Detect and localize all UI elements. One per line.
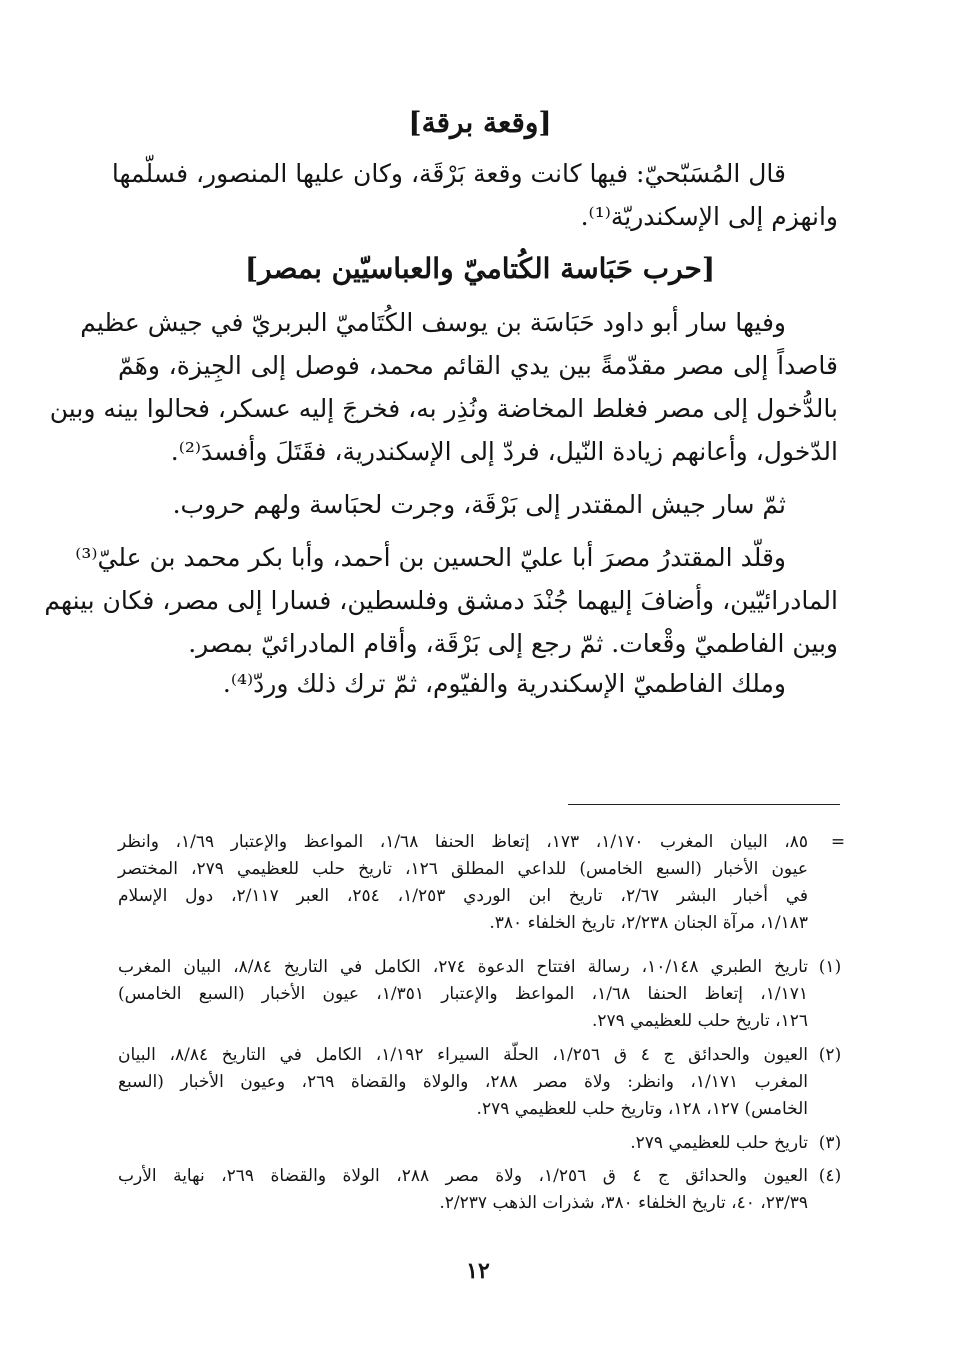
body-line: وفيها سار أبو داود حَبَاسَة بن يوسف الكُتَاميّ البربريّ في جيش عظيم — [80, 308, 786, 337]
footnote-line: العيون والحدائق ج ٤ ق ١/٢٥٦، ولاة مصر ٢٨٨، الولاة والقضاة ٢٦٩، نهاية الأرب — [118, 1166, 809, 1186]
footnote-line: ١٢٦، تاريخ حلب للعظيمي ٢٧٩. — [591, 1011, 808, 1031]
footnote-separator — [568, 804, 840, 805]
footnote-line: عيون الأخبار (السبع الخامس) للداعي المطلق ١٢٦، تاريخ حلب للعظيمي ٢٧٩، المختصر — [118, 859, 808, 879]
footnote-line: تاريخ حلب للعظيمي ٢٧٩. — [630, 1133, 808, 1153]
footnote-number: (١) — [818, 957, 842, 977]
body-line: وبين الفاطميّ وقْعات. ثمّ رجع إلى بَرْقَة، وأقام المادرائيّ بمصر. — [188, 629, 838, 658]
footnote-line: الخامس) ١٢٧، ١٢٨، وتاريخ حلب للعظيمي ٢٧٩. — [476, 1099, 808, 1119]
body-line: قال المُسَبّحيّ: فيها كانت وقعة بَرْقَة، وكان عليها المنصور، فسلّمها — [111, 159, 786, 188]
body-line: بالدُّخول إلى مصر فغلط المخاضة ونُذِر به، فخرجَ إليه عسكر، فحالوا بينه وبين — [49, 394, 838, 423]
footnote-number: (٤) — [818, 1166, 842, 1186]
footnote-line: ١/١٨٣، مرآة الجنان ٢/٢٣٨، تاريخ الخلفاء ٣٨٠. — [489, 913, 808, 933]
body-line: الدّخول، وأعانهم زيادة النّيل، فردّ إلى الإسكندرية، فقَتَلَ وأفسدَ⁽²⁾. — [170, 437, 838, 466]
section-heading-hubasa: [حرب حَبَاسة الكُتاميّ والعباسيّين بمصر] — [244, 252, 716, 285]
body-line: قاصداً إلى مصر مقدّمةً بين يدي القائم محمد، فوصل إلى الجِيزة، وهَمّ — [118, 351, 838, 380]
footnote-line: العيون والحدائق ج ٤ ق ١/٢٥٦، الحلّة السيراء ١/١٩٢، الكامل في التاريخ ٨/٨٤، البيان — [118, 1045, 809, 1065]
body-line: المادرائيّين، وأضافَ إليهما جُنْدَ دمشق وفلسطين، فسارا إلى مصر، فكان بينهم — [44, 586, 838, 615]
footnote-number: (٢) — [818, 1045, 842, 1065]
body-line: ثمّ سار جيش المقتدر إلى بَرْقَة، وجرت لحبَاسة ولهم حروب. — [172, 490, 786, 519]
footnote-number: (٣) — [818, 1133, 842, 1153]
page-number: ١٢ — [466, 1258, 490, 1284]
section-heading-barqa: [وقعة برقة] — [408, 106, 552, 139]
body-line: وملك الفاطميّ الإسكندرية والفيّوم، ثمّ ترك ذلك وردّ⁽⁴⁾. — [222, 669, 786, 698]
footnote-line: ١/١٧١، إتعاظ الحنفا ١/٦٨، المواعظ والإعتبار ١/٣٥١، عيون الأخبار (السبع الخامس) — [118, 984, 809, 1004]
footnote-line: تاريخ الطبري ١٠/١٤٨، رسالة افتتاح الدعوة ٢٧٤، الكامل في التاريخ ٨/٨٤، البيان المغرب — [118, 957, 808, 977]
body-line: وانهزم إلى الإسكندريّة⁽¹⁾. — [580, 202, 838, 231]
footnote-line: ٢٣/٣٩، ٤٠، تاريخ الخلفاء ٣٨٠، شذرات الذهب ٢/٢٣٧. — [439, 1193, 808, 1213]
footnote-line: المغرب ١/١٧١، وانظر: ولاة مصر ٢٨٨، والولاة والقضاة ٢٦٩، وعيون الأخبار (السبع — [118, 1072, 808, 1092]
footnote-line: ٨٥، البيان المغرب ١/١٧٠، ١٧٣، إتعاظ الحنفا ١/٦٨، المواعظ والإعتبار ١/٦٩، وانظر — [118, 832, 808, 852]
footnote-line: في أخبار البشر ٢/٦٧، تاريخ ابن الوردي ١/٢٥٣، ٢٥٤، العبر ٢/١١٧، دول الإسلام — [118, 886, 809, 906]
body-line: وقلّد المقتدرُ مصرَ أبا عليّ الحسين بن أحمد، وأبا بكر محمد بن عليّ⁽³⁾ — [75, 543, 786, 572]
footnote-marker: = — [830, 832, 846, 852]
